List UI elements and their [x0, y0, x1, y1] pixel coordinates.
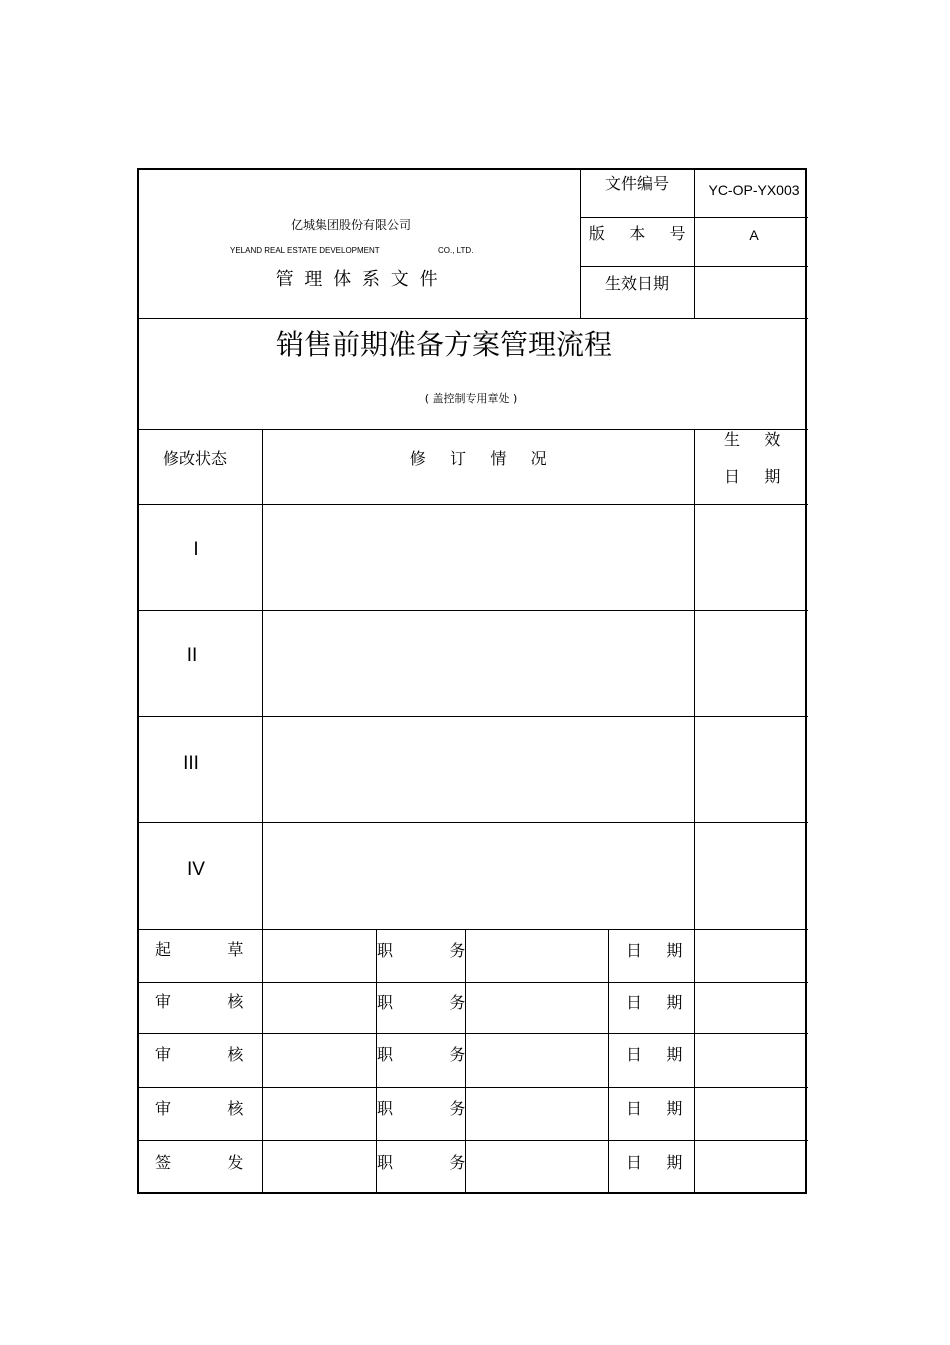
- version-label: 版 本 号: [588, 224, 696, 243]
- revision-row-label: IV: [187, 859, 205, 880]
- rule: [608, 929, 609, 1194]
- seal-placeholder: ( 盖控制专用章处 ): [424, 392, 518, 405]
- company-name-en: YELAND REAL ESTATE DEVELOPMENT: [230, 246, 380, 255]
- rule: [137, 1033, 808, 1034]
- signoff-date-label: 日 期: [626, 993, 692, 1012]
- rule: [137, 1140, 808, 1141]
- rule: [137, 610, 808, 611]
- signoff-date-label: 日 期: [626, 1045, 692, 1064]
- rule: [137, 982, 808, 983]
- rule: [137, 716, 808, 717]
- signoff-date-label: 日 期: [626, 941, 692, 960]
- revision-row-label: I: [193, 539, 199, 560]
- rule: [137, 504, 808, 505]
- revision-status-header: 修改状态: [162, 449, 228, 468]
- revision-date-header-line1: 生 效: [724, 430, 790, 449]
- signoff-date-label: 日 期: [626, 1153, 692, 1172]
- signoff-position-label: 职 务: [377, 1099, 491, 1118]
- signoff-role: 起 草: [155, 940, 269, 959]
- signoff-role: 审 核: [155, 1045, 269, 1064]
- rule: [694, 429, 695, 1194]
- revision-detail-header: 修 订 情 况: [409, 449, 557, 468]
- rule: [262, 429, 263, 1194]
- signoff-role: 审 核: [155, 1099, 269, 1118]
- revision-row-label: III: [183, 753, 199, 774]
- doc-number-label: 文件编号: [604, 174, 670, 193]
- company-name-en-suffix: CO., LTD.: [438, 246, 474, 255]
- rule: [137, 1087, 808, 1088]
- rule: [137, 429, 808, 430]
- document-title: 销售前期准备方案管理流程: [275, 328, 613, 361]
- rule: [137, 822, 808, 823]
- system-title: 管理体系文件: [275, 269, 449, 290]
- signoff-position-label: 职 务: [377, 993, 491, 1012]
- signoff-position-label: 职 务: [377, 941, 491, 960]
- revision-row-label: II: [186, 645, 198, 666]
- signoff-position-label: 职 务: [377, 1045, 491, 1064]
- company-name-cn: 亿城集团股份有限公司: [290, 218, 412, 232]
- rule: [694, 169, 695, 318]
- signoff-position-label: 职 务: [377, 1153, 491, 1172]
- effective-date-label: 生效日期: [604, 274, 670, 293]
- signoff-date-label: 日 期: [626, 1099, 692, 1118]
- rule: [137, 929, 808, 930]
- document-form: [137, 168, 807, 1194]
- signoff-role: 审 核: [155, 992, 269, 1011]
- doc-number-value: YC-OP-YX003: [708, 182, 800, 198]
- rule: [137, 318, 808, 319]
- revision-date-header-line2: 日 期: [724, 467, 790, 486]
- signoff-role: 签 发: [155, 1153, 269, 1172]
- rule: [580, 169, 581, 318]
- version-value: A: [749, 227, 759, 243]
